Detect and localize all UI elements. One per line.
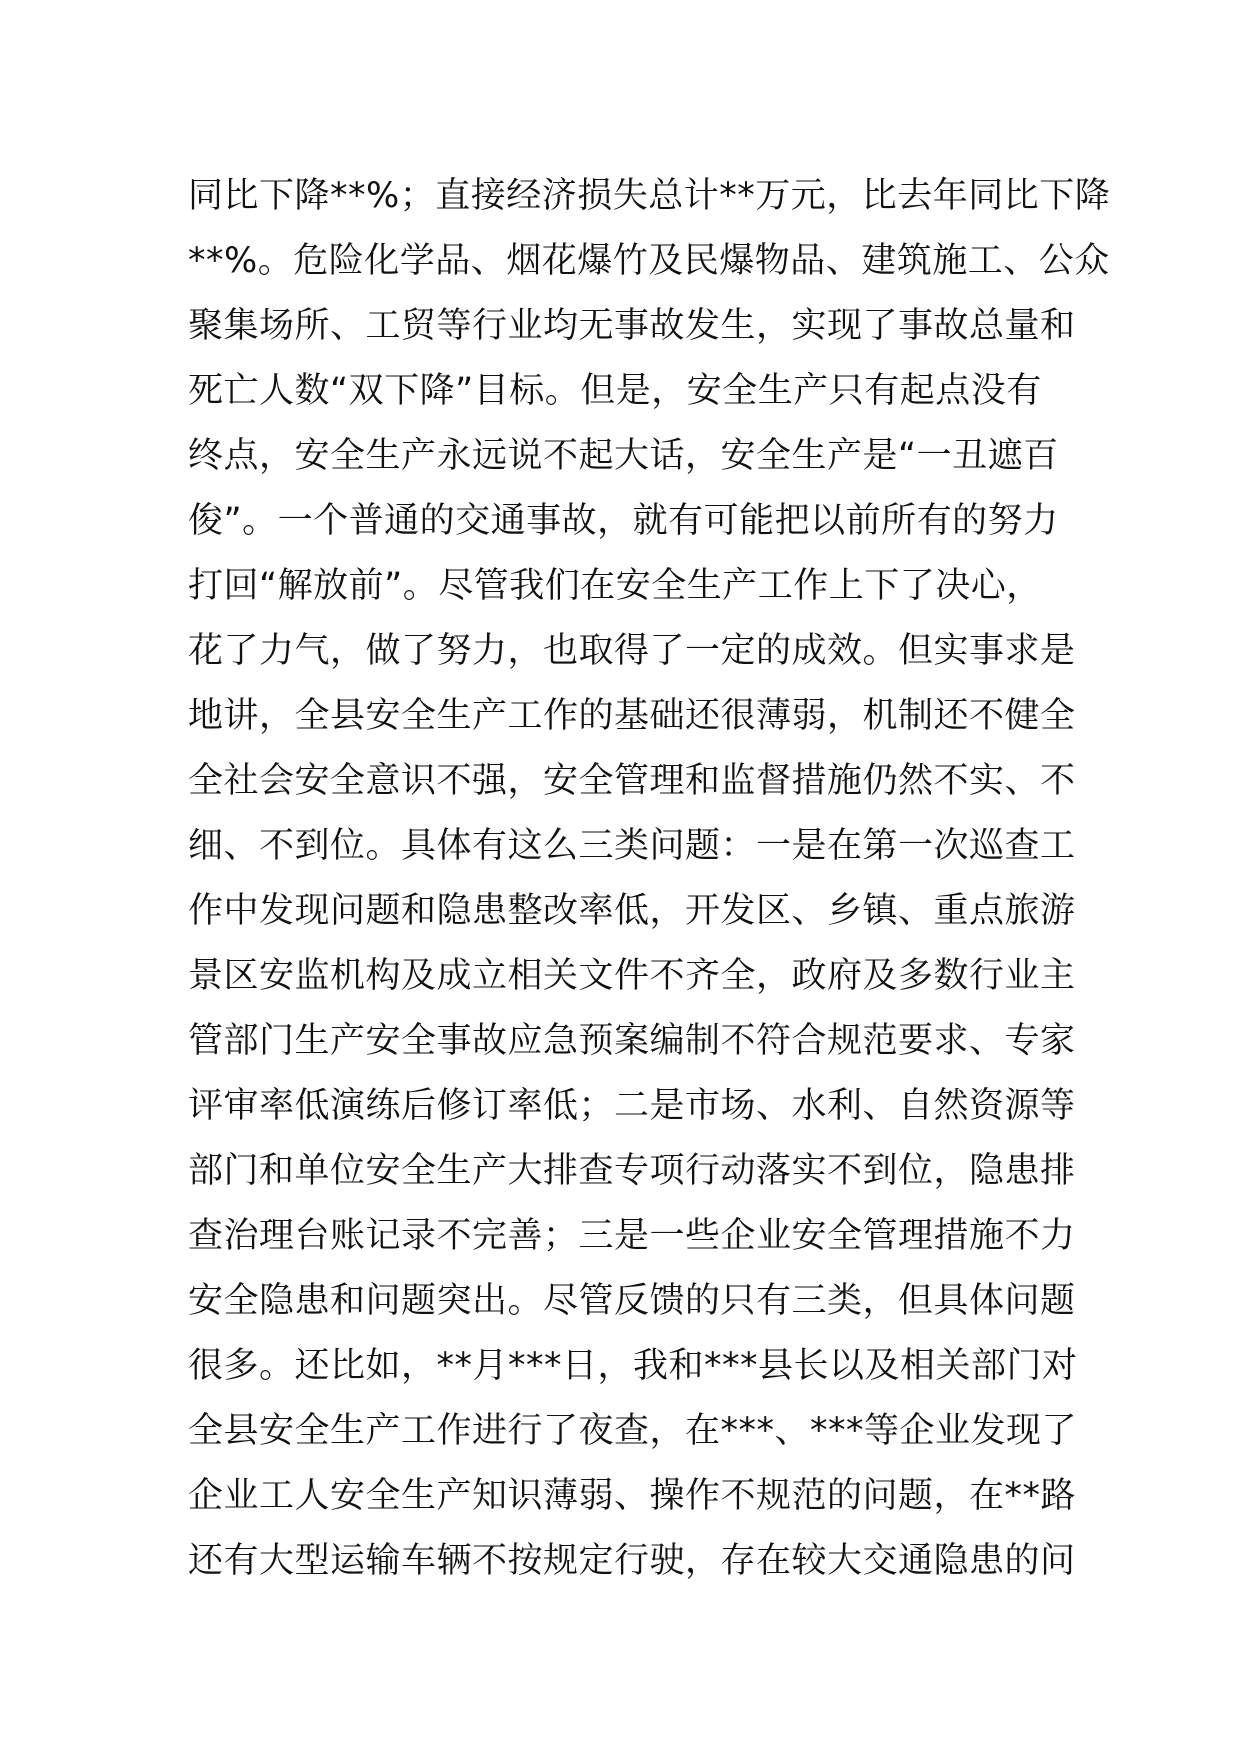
text-line: 细、不到位。具体有这么三类问题：一是在第一次巡查工 (188, 826, 1076, 866)
text-line: 死亡人数“双下降”目标。但是，安全生产只有起点没有 (188, 371, 1042, 411)
text-line: 打回“解放前”。尽管我们在安全生产工作上下了决心， (188, 566, 1042, 606)
text-line: 终点，安全生产永远说不起大话，安全生产是“一丑遮百 (188, 436, 1059, 476)
text-line: 评审率低演练后修订率低；二是市场、水利、自然资源等 (188, 1086, 1076, 1126)
text-line: 还有大型运输车辆不按规定行驶，存在较大交通隐患的问 (188, 1541, 1076, 1581)
text-line: 企业工人安全生产知识薄弱、操作不规范的问题，在**路 (188, 1476, 1077, 1516)
text-line: 部门和单位安全生产大排查专项行动落实不到位，隐患排 (188, 1151, 1076, 1191)
text-line: 作中发现问题和隐患整改率低，开发区、乡镇、重点旅游 (188, 891, 1076, 931)
text-line: 俊”。一个普通的交通事故，就有可能把以前所有的努力 (188, 501, 1059, 541)
text-line: 很多。还比如，**月***日，我和***县长以及相关部门对 (188, 1346, 1078, 1386)
text-line: 花了力气，做了努力，也取得了一定的成效。但实事求是 (188, 631, 1076, 671)
text-line: 同比下降**%；直接经济损失总计**万元，比去年同比下降 (188, 176, 1111, 216)
text-line: 地讲，全县安全生产工作的基础还很薄弱，机制还不健全 (188, 696, 1076, 736)
text-line: 安全隐患和问题突出。尽管反馈的只有三类，但具体问题 (188, 1281, 1076, 1321)
text-line: 管部门生产安全事故应急预案编制不符合规范要求、专家 (188, 1021, 1076, 1061)
text-line: 景区安监机构及成立相关文件不齐全，政府及多数行业主 (188, 956, 1076, 996)
text-line: 全县安全生产工作进行了夜查，在***、***等企业发现了 (188, 1411, 1078, 1451)
text-line: 查治理台账记录不完善；三是一些企业安全管理措施不力 (188, 1216, 1076, 1256)
text-line: **%。危险化学品、烟花爆竹及民爆物品、建筑施工、公众 (188, 241, 1110, 281)
body-text (188, 164, 1111, 1594)
text-line: 全社会安全意识不强，安全管理和监督措施仍然不实、不 (188, 761, 1076, 801)
text-line: 聚集场所、工贸等行业均无事故发生，实现了事故总量和 (188, 306, 1076, 346)
